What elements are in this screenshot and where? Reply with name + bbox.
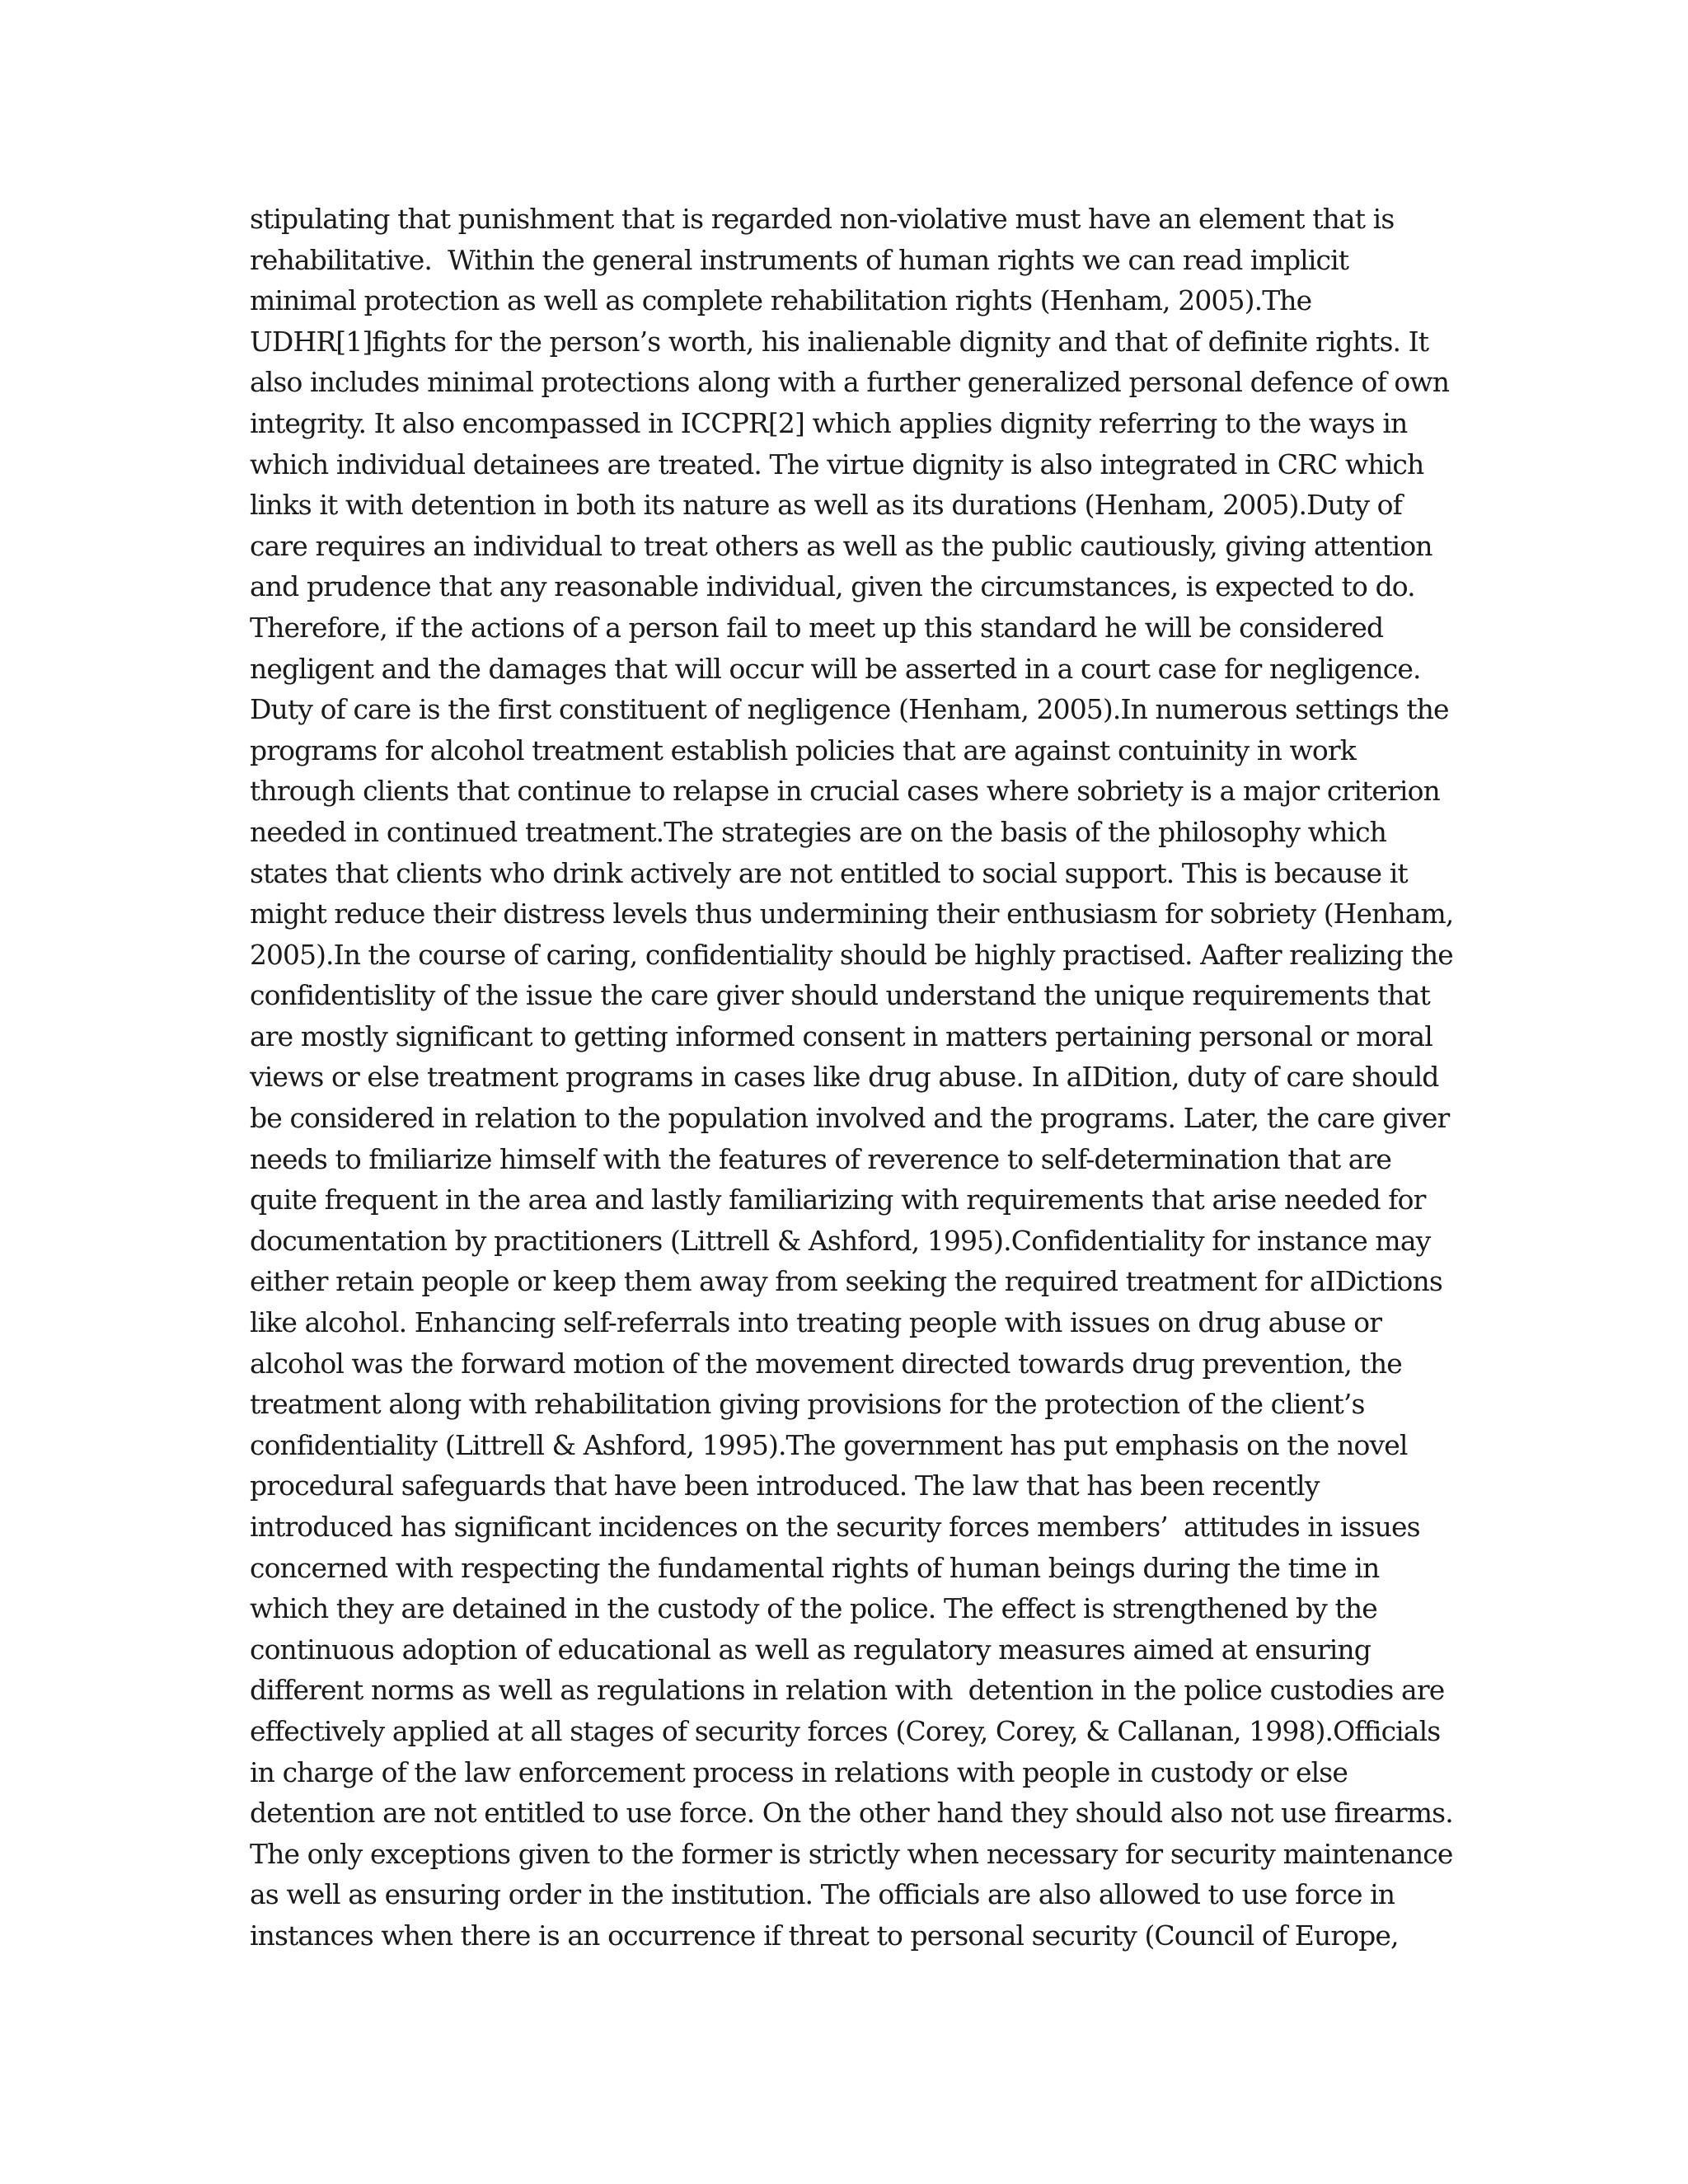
text-line: are mostly significant to getting informed consent in matters pertaining personal or moral (250, 1019, 1432, 1052)
text-line: like alcohol. Enhancing self-referrals into treating people with issues on drug abuse or (250, 1306, 1382, 1339)
text-line: confidentislity of the issue the care giver should understand the unique requirements that (250, 979, 1430, 1012)
text-line: either retain people or keep them away from seeking the required treatment for aIDictions (250, 1265, 1442, 1298)
text-line: needs to fmiliarize himself with the features of reverence to self-determination that are (250, 1142, 1392, 1175)
text-line: care requires an individual to treat others as well as the public cautiously, giving attention (250, 529, 1432, 562)
text-line: in charge of the law enforcement process in relations with people in custody or else (250, 1755, 1348, 1788)
text-line: integrity. It also encompassed in ICCPR[2] which applies dignity referring to the ways in (250, 406, 1408, 439)
text-line: introduced has significant incidences on the security forces members’ attitudes in issues (250, 1511, 1420, 1543)
text-line: Therefore, if the actions of a person fail to meet up this standard he will be considered (250, 611, 1384, 644)
text-line: rehabilitative. Within the general instruments of human rights we can read implicit (250, 243, 1349, 276)
text-line: detention are not entitled to use force. On the other hand they should also not use firearms. (250, 1797, 1453, 1830)
text-line: confidentiality (Littrell & Ashford, 1995).The government has put emphasis on the novel (250, 1428, 1408, 1461)
text-line: continuous adoption of educational as well as regulatory measures aimed at ensuring (250, 1633, 1371, 1666)
text-line: through clients that continue to relapse in crucial cases where sobriety is a major criterion (250, 775, 1440, 808)
text-line: effectively applied at all stages of security forces (Corey, Corey, & Callanan, 1998).Officials (250, 1714, 1441, 1747)
text-line: links it with detention in both its nature as well as its durations (Henham, 2005).Duty of (250, 489, 1402, 522)
text-line: UDHR[1]fights for the person’s worth, his inalienable dignity and that of definite rights. It (250, 325, 1429, 358)
text-line: views or else treatment programs in cases like drug abuse. In aIDition, duty of care should (250, 1061, 1439, 1094)
text-line: needed in continued treatment.The strategies are on the basis of the philosophy which (250, 815, 1387, 848)
text-line: also includes minimal protections along with a further generalized personal defence of own (250, 366, 1450, 399)
text-line: alcohol was the forward motion of the movement directed towards drug prevention, the (250, 1347, 1402, 1380)
text-line: treatment along with rehabilitation giving provisions for the protection of the client’s (250, 1388, 1365, 1421)
text-line: states that clients who drink actively are not entitled to social support. This is because it (250, 856, 1408, 889)
text-line: Duty of care is the first constituent of negligence (Henham, 2005).In numerous settings the (250, 693, 1449, 726)
text-line: programs for alcohol treatment establish policies that are against contuinity in work (250, 733, 1356, 766)
text-line: and prudence that any reasonable individual, given the circumstances, is expected to do. (250, 570, 1415, 603)
text-line: concerned with respecting the fundamental rights of human beings during the time in (250, 1551, 1380, 1584)
text-line: stipulating that punishment that is regarded non-violative must have an element that is (250, 203, 1395, 235)
text-line: different norms as well as regulations in relation with detention in the police custodies are (250, 1674, 1445, 1707)
text-line: procedural safeguards that have been introduced. The law that has been recently (250, 1469, 1320, 1502)
text-line: be considered in relation to the population involved and the programs. Later, the care giver (250, 1102, 1450, 1135)
text-line: negligent and the damages that will occur will be asserted in a court case for negligence. (250, 652, 1421, 685)
text-line: quite frequent in the area and lastly familiarizing with requirements that arise needed for (250, 1183, 1426, 1216)
text-line: minimal protection as well as complete rehabilitation rights (Henham, 2005).The (250, 284, 1312, 317)
body-text (250, 199, 1453, 1957)
text-line: as well as ensuring order in the institution. The officials are also allowed to use force in (250, 1878, 1395, 1911)
text-line: instances when there is an occurrence if threat to personal security (Council of Europe, (250, 1919, 1399, 1952)
text-line: The only exceptions given to the former is strictly when necessary for security maintenance (250, 1837, 1453, 1870)
text-line: which individual detainees are treated. The virtue dignity is also integrated in CRC which (250, 448, 1424, 480)
text-line: 2005).In the course of caring, confidentiality should be highly practised. Aafter realizing the (250, 938, 1453, 971)
text-line: might reduce their distress levels thus undermining their enthusiasm for sobriety (Henham, (250, 898, 1454, 930)
text-line: documentation by practitioners (Littrell & Ashford, 1995).Confidentiality for instance may (250, 1224, 1431, 1257)
text-line: which they are detained in the custody of the police. The effect is strengthened by the (250, 1592, 1377, 1625)
